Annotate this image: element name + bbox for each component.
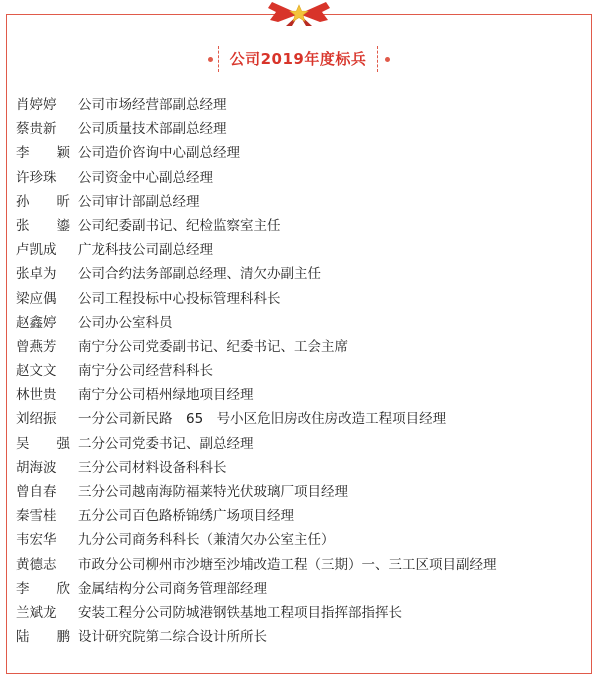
- honoree-role: 二分公司党委书记、副总经理: [78, 435, 254, 452]
- honoree-name: 赵鑫婷: [16, 314, 57, 331]
- honoree-role: 南宁分公司经营科科长: [78, 363, 213, 380]
- list-item: [16, 359, 586, 383]
- list-item: [16, 311, 586, 335]
- list-item: [16, 335, 586, 359]
- page-title: 公司2019年度标兵: [229, 50, 367, 68]
- honoree-role: 公司工程投标中心投标管理科科长: [78, 290, 281, 307]
- honoree-role: 南宁分公司党委副书记、纪委书记、工会主席: [78, 338, 348, 355]
- star-icon: [290, 5, 308, 21]
- right-dot-icon: [385, 57, 390, 62]
- list-item: [16, 141, 586, 165]
- honoree-role: 公司合约法务部副总经理、清欠办副主任: [78, 266, 321, 283]
- honoree-name: 曾自春: [16, 484, 57, 500]
- honoree-name: 梁应偶: [16, 290, 57, 307]
- honoree-name: 陆 鹏: [16, 629, 70, 646]
- list-item: [16, 625, 586, 649]
- honoree-name: 肖婷婷: [16, 97, 57, 113]
- honoree-role: 公司资金中心副总经理: [78, 169, 213, 186]
- list-item: [16, 262, 586, 286]
- honoree-name: 许珍珠: [16, 169, 57, 186]
- list-item: [16, 432, 586, 456]
- list-item: [16, 456, 586, 480]
- honoree-role: 公司纪委副书记、纪检监察室主任: [78, 217, 281, 234]
- list-item: [16, 93, 586, 117]
- honoree-name: 刘绍振: [16, 411, 57, 428]
- list-item: [16, 504, 586, 528]
- honoree-role: 安装工程分公司防城港钢铁基地工程项目指挥部指挥长: [78, 604, 402, 621]
- ribbon-bow-icon: [266, 0, 332, 28]
- list-item: [16, 214, 586, 238]
- list-item: [16, 190, 586, 214]
- section-header: [204, 46, 394, 74]
- left-dot-icon: [208, 57, 213, 62]
- honoree-role: 一分公司新民路 65 号小区危旧房改住房改造工程项目经理: [78, 411, 447, 428]
- list-item: [16, 480, 586, 504]
- honoree-name: 兰斌龙: [16, 604, 57, 621]
- list-item: [16, 601, 586, 625]
- honoree-name: 李 颖: [16, 145, 70, 162]
- honoree-role: 公司审计部副总经理: [78, 193, 200, 210]
- honoree-role: 公司造价咨询中心副总经理: [78, 145, 240, 162]
- honoree-name: 蔡贵新: [16, 121, 57, 138]
- honoree-role: 三分公司越南海防福莱特光伏玻璃厂项目经理: [78, 484, 348, 500]
- honoree-name: 李 欣: [16, 580, 70, 597]
- title-box: [218, 46, 378, 72]
- honoree-name: 黄德志: [16, 556, 57, 573]
- honoree-name: 卢凯成: [16, 242, 57, 259]
- list-item: [16, 553, 586, 577]
- honoree-role: 公司市场经营部副总经理: [78, 97, 227, 113]
- honoree-role: 市政分公司柳州市沙塘至沙埔改造工程（三期）一、三工区项目副经理: [78, 556, 497, 573]
- honoree-role: 广龙科技公司副总经理: [78, 242, 213, 259]
- honoree-name: 赵文文: [16, 363, 57, 380]
- honoree-name: 秦雪桂: [16, 508, 57, 525]
- list-item: [16, 287, 586, 311]
- honoree-name: 孙 昕: [16, 193, 70, 210]
- honoree-name: 张 鎏: [16, 217, 70, 234]
- honoree-name: 韦宏华: [16, 532, 57, 549]
- honoree-name: 胡海波: [16, 459, 57, 476]
- honoree-role: 金属结构分公司商务管理部经理: [78, 580, 267, 597]
- honoree-name: 林世贵: [16, 387, 57, 404]
- honoree-role: 三分公司材料设备科科长: [78, 459, 227, 476]
- list-item: [16, 166, 586, 190]
- honoree-role: 九分公司商务科科长（兼清欠办公室主任）: [78, 532, 335, 549]
- list-item: [16, 528, 586, 552]
- honoree-name: 吴 强: [16, 435, 70, 452]
- honoree-name: 张卓为: [16, 266, 57, 283]
- list-item: [16, 407, 586, 431]
- honoree-list: [16, 93, 586, 649]
- honoree-name: 曾燕芳: [16, 338, 57, 355]
- honoree-role: 公司办公室科员: [78, 314, 173, 331]
- list-item: [16, 117, 586, 141]
- honoree-role: 公司质量技术部副总经理: [78, 121, 227, 138]
- list-item: [16, 238, 586, 262]
- list-item: [16, 577, 586, 601]
- honoree-role: 五分公司百色路桥锦绣广场项目经理: [78, 508, 294, 525]
- list-item: [16, 383, 586, 407]
- honoree-role: 南宁分公司梧州绿地项目经理: [78, 387, 254, 404]
- honoree-role: 设计研究院第二综合设计所所长: [78, 629, 267, 646]
